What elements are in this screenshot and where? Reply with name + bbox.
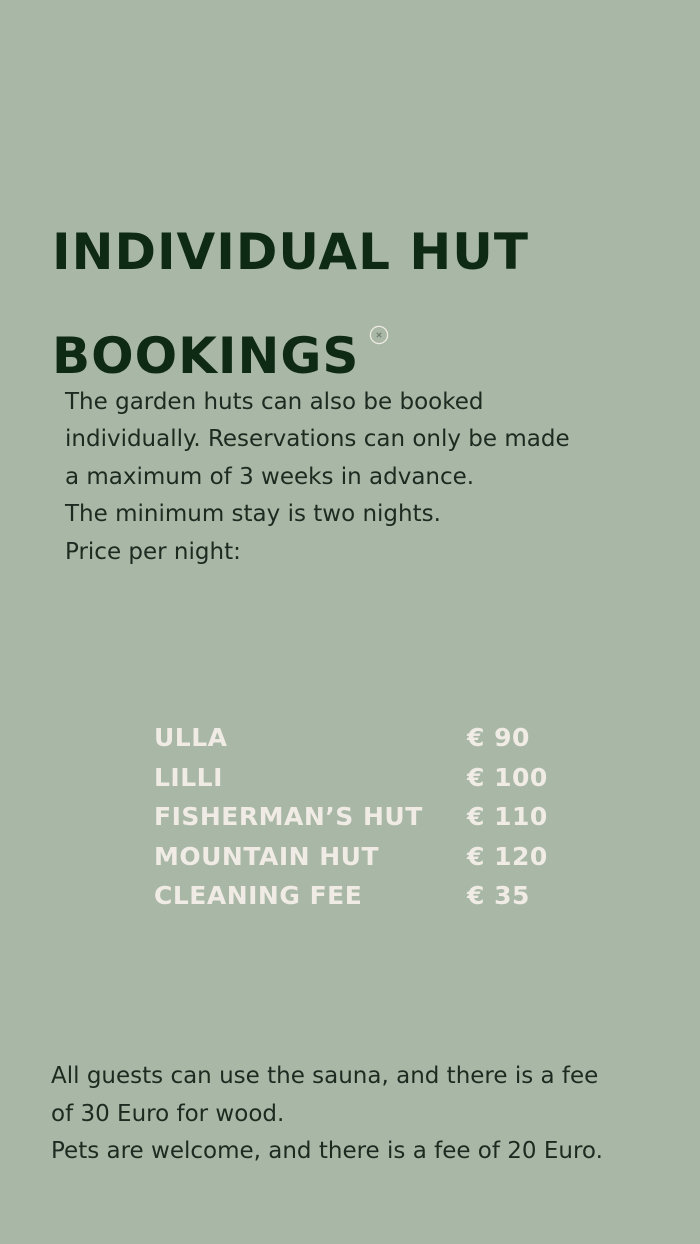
footer-line: All guests can use the sauna, and there is a fee: [51, 1063, 599, 1089]
price-list: [154, 718, 574, 916]
hut-price: € 120: [467, 841, 548, 871]
page-title: [52, 214, 612, 394]
footer-line: of 30 Euro for wood.: [51, 1100, 285, 1127]
price-row-lilli: [154, 758, 574, 798]
page-title-line-2: BOOKINGS: [52, 326, 360, 385]
footer-line: Pets are welcome, and there is a fee of 20 Euro.: [51, 1138, 603, 1164]
price-row-fishermans-hut: [154, 797, 574, 837]
hut-name: FISHERMAN’S HUT: [154, 802, 423, 832]
hut-price: € 90: [467, 723, 530, 753]
price-row-mountain-hut: [154, 837, 574, 877]
intro-line: Price per night:: [65, 538, 241, 565]
page-title-line-1: INDIVIDUAL HUT: [52, 222, 529, 281]
intro-line: a maximum of 3 weeks in advance.: [65, 463, 475, 490]
fee-name: CLEANING FEE: [154, 881, 363, 911]
hut-name: LILLI: [154, 762, 223, 792]
price-row-cleaning-fee: [154, 876, 574, 916]
footer-text: [51, 1058, 681, 1171]
hut-name: MOUNTAIN HUT: [154, 841, 380, 871]
price-row-ulla: [154, 718, 574, 758]
close-circle-icon[interactable]: [369, 290, 389, 310]
hut-price: € 100: [467, 762, 548, 792]
intro-line: individually. Reservations can only be made: [65, 426, 570, 453]
hut-price: € 110: [467, 802, 548, 832]
intro-text: [65, 384, 665, 571]
intro-line: The garden huts can also be booked: [65, 389, 484, 415]
intro-line: The minimum stay is two nights.: [65, 501, 441, 528]
hut-name: ULLA: [154, 723, 228, 753]
fee-price: € 35: [467, 881, 530, 911]
